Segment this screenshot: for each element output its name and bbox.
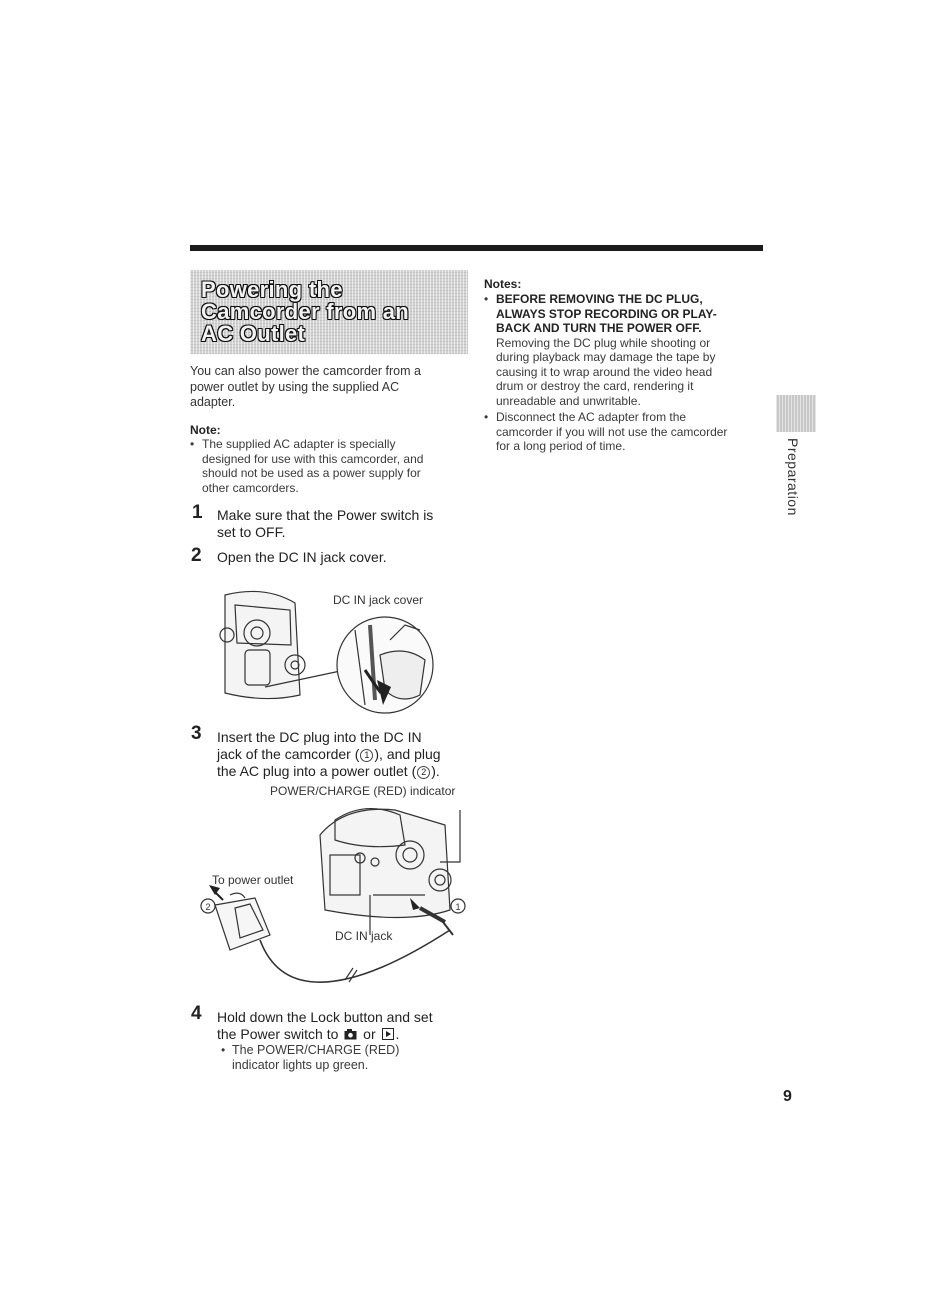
figure-label-dc-jack: DC IN jack bbox=[335, 929, 393, 943]
notes-bold-line: ALWAYS STOP RECORDING OR PLAY- bbox=[496, 306, 717, 321]
notes-bullet-2 bbox=[484, 410, 774, 454]
intro-line: power outlet by using the supplied AC bbox=[190, 379, 400, 394]
step-line: Insert the DC plug into the DC IN bbox=[217, 729, 422, 745]
notes-line: Disconnect the AC adapter from the bbox=[496, 410, 687, 424]
bullet: • bbox=[190, 437, 195, 451]
figure-label-outlet: To power outlet bbox=[212, 873, 294, 887]
notes-bold-line: BEFORE REMOVING THE DC PLUG, bbox=[496, 292, 703, 306]
step-text-part: jack of the camcorder ( bbox=[217, 746, 360, 762]
top-rule bbox=[190, 245, 763, 251]
step-2-text: Open the DC IN jack cover. bbox=[217, 549, 387, 565]
notes-bullet-1 bbox=[484, 292, 764, 408]
notes-line: drum or destroy the card, rendering it bbox=[496, 379, 694, 393]
notes-line: causing it to wrap around the video head bbox=[496, 364, 713, 379]
step-line bbox=[217, 1026, 433, 1043]
note-line: should not be used as a power supply for bbox=[202, 466, 421, 480]
notes-bold-block bbox=[496, 292, 764, 336]
intro-line: adapter. bbox=[190, 395, 236, 409]
page-number: 9 bbox=[783, 1088, 792, 1105]
step-line: Hold down the Lock button and set bbox=[217, 1009, 433, 1025]
section-title bbox=[190, 270, 468, 354]
note-heading: Note: bbox=[190, 423, 221, 437]
intro-paragraph bbox=[190, 364, 470, 411]
power-connection-illustration bbox=[195, 800, 470, 995]
note-line: designed for use with this camcorder, and bbox=[202, 451, 424, 466]
intro-line: You can also power the camcorder from a bbox=[190, 364, 421, 378]
figure-label-jack-cover: DC IN jack cover bbox=[333, 593, 424, 607]
step-line bbox=[217, 746, 441, 763]
bullet: • bbox=[484, 292, 489, 306]
step-text-part: the AC plug into a power outlet ( bbox=[217, 763, 417, 779]
note-line: other camcorders. bbox=[202, 480, 299, 495]
bullet: • bbox=[484, 410, 489, 424]
side-section-label: Preparation bbox=[785, 438, 801, 516]
step-4-text bbox=[217, 1009, 433, 1043]
step-line: Make sure that the Power switch is bbox=[217, 507, 434, 523]
camera-mode-icon bbox=[344, 1029, 357, 1040]
step-number: 3 bbox=[191, 723, 202, 744]
step-text-part: or bbox=[363, 1026, 376, 1042]
sub-line: The POWER/CHARGE (RED) bbox=[232, 1043, 400, 1057]
note-line: The supplied AC adapter is specially bbox=[202, 437, 396, 451]
title-line-2: Camcorder from an bbox=[201, 299, 410, 324]
notes-line: for a long period of time. bbox=[496, 439, 626, 453]
notes-heading: Notes: bbox=[484, 277, 522, 291]
playback-mode-icon bbox=[382, 1028, 394, 1040]
notes-line: unreadable and unwritable. bbox=[496, 393, 641, 408]
notes-line: during playback may damage the tape by bbox=[496, 350, 716, 364]
step-number: 2 bbox=[191, 545, 202, 566]
step-number: 1 bbox=[192, 502, 203, 523]
marker-1-label: 1 bbox=[455, 902, 461, 912]
marker-2-icon: 2 bbox=[417, 766, 430, 779]
bullet: • bbox=[221, 1043, 226, 1057]
step-line: set to OFF. bbox=[217, 524, 286, 540]
step-3-text bbox=[217, 729, 441, 780]
figure-label-indicator: POWER/CHARGE (RED) indicator bbox=[270, 784, 456, 798]
step-1-text bbox=[217, 507, 433, 541]
step-text-part: ). bbox=[431, 763, 440, 779]
step-4-sub bbox=[221, 1043, 399, 1073]
step-line bbox=[217, 763, 441, 780]
note-block bbox=[190, 437, 470, 495]
marker-1-icon: 1 bbox=[360, 749, 373, 762]
title-line-1: Powering the bbox=[201, 277, 343, 302]
notes-text-block bbox=[496, 336, 764, 409]
side-tab-marker bbox=[776, 395, 816, 432]
notes-line: Removing the DC plug while shooting or bbox=[496, 335, 711, 350]
step-text-part: ), and plug bbox=[374, 746, 441, 762]
step-text-part: the Power switch to bbox=[217, 1026, 339, 1042]
step-text-part: . bbox=[395, 1026, 400, 1042]
sub-line: indicator lights up green. bbox=[232, 1058, 369, 1072]
title-line-3: AC Outlet bbox=[201, 321, 306, 346]
notes-line: camcorder if you will not use the camcorder bbox=[496, 424, 728, 439]
step-number: 4 bbox=[191, 1003, 202, 1024]
marker-2-label: 2 bbox=[205, 902, 211, 912]
notes-bold-line: BACK AND TURN THE POWER OFF. bbox=[496, 321, 702, 335]
